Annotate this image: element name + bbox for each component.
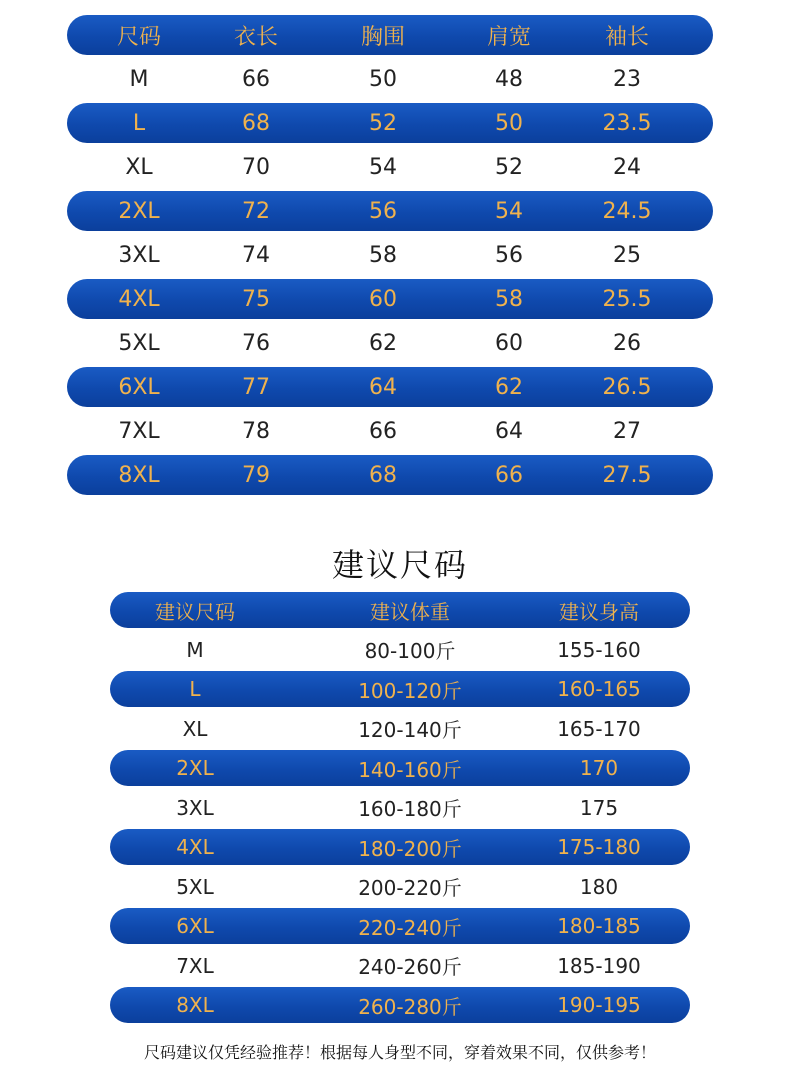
table-cell: 180-200斤: [358, 836, 462, 861]
table-cell: 23.5: [602, 110, 652, 136]
table-cell: 175-180: [557, 835, 641, 859]
table-cell: 79: [242, 462, 270, 488]
table-cell: 25.5: [602, 286, 652, 312]
table-cell: 58: [495, 286, 523, 312]
header-cell: 胸围: [360, 24, 406, 50]
table-cell: 185-190: [557, 953, 641, 978]
recommend-size-table: [110, 592, 690, 1022]
table-cell: 64: [495, 418, 523, 444]
table-cell: 80-100斤: [364, 639, 456, 663]
table-cell: 26: [613, 330, 641, 356]
table-cell: 180: [579, 874, 619, 899]
header-cell: 袖长: [604, 24, 650, 50]
table-cell: M: [186, 637, 204, 662]
table-cell: 3XL: [176, 795, 214, 820]
table-row: [110, 632, 690, 668]
table-row: [67, 411, 713, 451]
table-cell: 4XL: [118, 286, 160, 312]
table-cell: 6XL: [118, 374, 160, 400]
table-row: [110, 671, 690, 707]
table-cell: 4XL: [176, 835, 214, 859]
table-cell: 140-160斤: [358, 757, 462, 782]
table-cell: 26.5: [602, 374, 652, 400]
table-row: [67, 323, 713, 363]
table-cell: 120-140斤: [358, 718, 462, 742]
size-chart-table: [67, 15, 713, 495]
table-row: [67, 147, 713, 187]
table-cell: 200-220斤: [358, 876, 462, 900]
table-cell: 68: [369, 462, 397, 488]
table-cell: 180-185: [557, 914, 641, 938]
table-cell: 3XL: [118, 242, 160, 268]
table-cell: 72: [242, 198, 270, 224]
table-cell: 24.5: [602, 198, 652, 224]
header-cell: 建议身高: [559, 599, 639, 624]
table-row: [67, 191, 713, 231]
table-cell: 240-260斤: [358, 955, 462, 979]
table-cell: 8XL: [176, 993, 214, 1017]
table-cell: 165-170: [557, 716, 641, 741]
table-cell: 58: [369, 242, 397, 268]
table-cell: 5XL: [118, 330, 160, 356]
table-cell: 2XL: [176, 756, 214, 780]
table-cell: 66: [495, 462, 523, 488]
recommend-title: 建议尺码: [331, 546, 468, 584]
table-row: [67, 455, 713, 495]
table-cell: 260-280斤: [358, 994, 462, 1019]
table-cell: 62: [495, 374, 523, 400]
table-header-row: [110, 592, 690, 628]
table-cell: 52: [495, 154, 523, 180]
table-cell: 25: [613, 242, 641, 268]
table-cell: 8XL: [118, 462, 160, 488]
table-header-row: [67, 15, 713, 55]
header-cell: 建议尺码: [155, 599, 235, 624]
table-cell: L: [189, 677, 201, 701]
table-cell: 2XL: [118, 198, 160, 224]
table-cell: 76: [242, 330, 270, 356]
table-row: [67, 235, 713, 275]
table-row: [110, 790, 690, 826]
header-cell: 尺码: [116, 24, 162, 50]
table-cell: 27.5: [602, 462, 652, 488]
table-cell: 7XL: [118, 418, 160, 444]
table-cell: M: [129, 66, 149, 92]
table-row: [110, 750, 690, 786]
table-cell: 48: [495, 66, 523, 92]
table-row: [110, 987, 690, 1023]
table-row: [110, 908, 690, 944]
table-cell: 220-240斤: [358, 915, 462, 940]
table-cell: 175: [579, 795, 619, 820]
table-cell: 155-160: [557, 637, 641, 662]
table-cell: 6XL: [176, 914, 214, 938]
table-cell: 160-180斤: [358, 797, 462, 821]
table-cell: 75: [242, 286, 270, 312]
table-cell: 23: [613, 66, 641, 92]
table-row: [67, 279, 713, 319]
header-cell: 衣长: [233, 24, 279, 50]
table-cell: 50: [369, 66, 397, 92]
table-cell: 66: [242, 66, 270, 92]
table-cell: 56: [495, 242, 523, 268]
table-row: [110, 948, 690, 984]
header-cell: 建议体重: [370, 599, 450, 624]
table-cell: 100-120斤: [358, 678, 462, 703]
table-cell: 56: [369, 198, 397, 224]
table-row: [110, 711, 690, 747]
table-cell: 74: [242, 242, 270, 268]
table-cell: 68: [242, 110, 270, 136]
table-cell: 190-195: [557, 993, 641, 1017]
table-cell: 50: [495, 110, 523, 136]
footnote: 尺码建议仅凭经验推荐！根据每人身型不同，穿着效果不同，仅供参考！: [143, 1043, 656, 1062]
table-row: [110, 829, 690, 865]
table-cell: XL: [182, 716, 208, 741]
table-cell: 5XL: [176, 874, 214, 899]
table-cell: XL: [125, 154, 153, 180]
table-cell: 27: [613, 418, 641, 444]
table-cell: 54: [369, 154, 397, 180]
table-cell: 54: [495, 198, 523, 224]
table-row: [67, 59, 713, 99]
table-cell: L: [132, 110, 146, 136]
table-row: [67, 367, 713, 407]
table-cell: 62: [369, 330, 397, 356]
table-cell: 52: [369, 110, 397, 136]
table-row: [110, 869, 690, 905]
table-cell: 24: [613, 154, 641, 180]
table-cell: 60: [369, 286, 397, 312]
table-cell: 66: [369, 418, 397, 444]
table-row: [67, 103, 713, 143]
table-cell: 170: [579, 756, 619, 780]
table-cell: 60: [495, 330, 523, 356]
table-cell: 70: [242, 154, 270, 180]
table-cell: 77: [242, 374, 270, 400]
header-cell: 肩宽: [486, 24, 532, 50]
table-cell: 64: [369, 374, 397, 400]
table-cell: 7XL: [176, 953, 214, 978]
table-cell: 78: [242, 418, 270, 444]
table-cell: 160-165: [557, 677, 641, 701]
